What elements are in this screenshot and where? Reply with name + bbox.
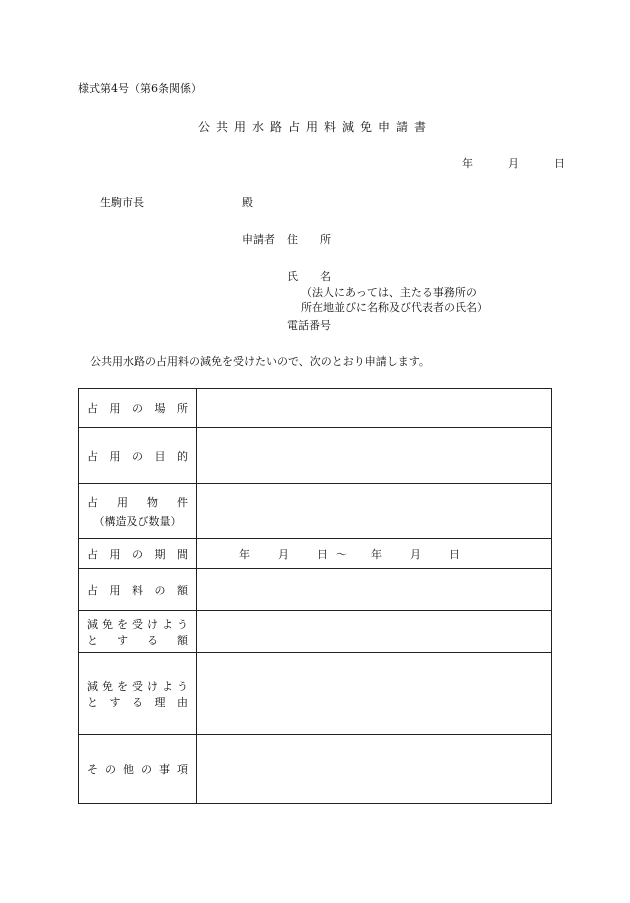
date-month: 月 (508, 157, 519, 170)
label-char: 受 (132, 679, 143, 693)
date-year: 年 (462, 157, 473, 170)
label-char: 免 (102, 679, 113, 693)
row-label-text-line2 (79, 694, 196, 710)
row-label-sub: （構造及び数量） (93, 514, 182, 528)
label-char: 他 (123, 763, 134, 776)
label-char: 件 (177, 495, 188, 509)
address-label: 住 所 (287, 233, 331, 246)
period-end-day: 日 (449, 547, 460, 561)
label-char: 減 (87, 679, 98, 693)
table-row (79, 653, 552, 735)
label-char: そ (87, 763, 98, 776)
row-label (79, 539, 197, 569)
label-char: の (154, 583, 166, 597)
label-char: 免 (102, 617, 113, 631)
label-char: 期 (154, 547, 166, 561)
label-char: う (177, 617, 188, 631)
row-label-text (79, 448, 196, 464)
row-value-location[interactable] (197, 389, 552, 428)
label-char: 用 (109, 449, 121, 463)
row-label-text-line2 (79, 632, 196, 648)
label-char: 用 (109, 547, 121, 561)
table-row (79, 735, 552, 804)
period-start-month: 月 (278, 547, 289, 561)
label-char: 減 (87, 617, 98, 631)
applicant-label: 申請者 (242, 233, 275, 246)
label-char: の (132, 449, 143, 463)
table-row (79, 484, 552, 539)
row-label-text (79, 494, 196, 510)
row-label (79, 653, 197, 735)
label-char: 用 (109, 402, 121, 415)
label-char: 料 (132, 583, 143, 597)
row-label-text (79, 546, 196, 562)
label-char: る (147, 633, 158, 647)
row-label (79, 569, 197, 611)
label-char: 額 (177, 583, 188, 597)
period-start-year: 年 (239, 547, 250, 561)
row-value-fee[interactable] (197, 569, 552, 611)
label-char: と (87, 695, 98, 709)
date-line (462, 155, 565, 171)
row-label (79, 428, 197, 484)
period-line (197, 546, 551, 562)
period-end-month: 月 (410, 547, 421, 561)
label-char: 占 (87, 495, 98, 509)
label-char: の (132, 402, 143, 415)
row-value-object[interactable] (197, 484, 552, 539)
label-char: よ (162, 617, 173, 631)
label-char: の (105, 763, 116, 776)
label-char: 用 (109, 583, 121, 597)
label-char: す (109, 695, 121, 709)
date-day: 日 (554, 157, 565, 170)
row-value-reduction-reason[interactable] (197, 653, 552, 735)
label-char: け (147, 617, 158, 631)
table-row (79, 569, 552, 611)
document-title: 公共用水路占用料減免申請書 (197, 120, 432, 134)
label-char: 占 (87, 583, 98, 597)
table-row (79, 611, 552, 653)
label-char: を (117, 679, 128, 693)
row-value-other[interactable] (197, 735, 552, 804)
label-char: け (147, 679, 158, 693)
label-char: 受 (132, 617, 143, 631)
label-char: 場 (154, 402, 166, 415)
table-row (79, 428, 552, 484)
application-table (78, 388, 552, 804)
label-char: 由 (177, 695, 188, 709)
label-char: 所 (177, 402, 188, 415)
label-char: の (132, 547, 143, 561)
phone-label: 電話番号 (287, 319, 331, 332)
period-end-year: 年 (371, 547, 382, 561)
label-char: 占 (87, 547, 98, 561)
form-code: 様式第4号（第6条関係） (78, 82, 202, 95)
label-char: る (132, 695, 143, 709)
name-label: 氏 名 (287, 270, 331, 283)
label-char: 用 (117, 495, 128, 509)
label-char: す (117, 633, 128, 647)
label-char: の (141, 763, 152, 776)
label-char: を (117, 617, 128, 631)
row-label (79, 735, 197, 804)
label-char: 物 (147, 495, 158, 509)
label-char: 項 (177, 763, 188, 776)
row-value-reduction-amount[interactable] (197, 611, 552, 653)
label-char: 事 (159, 763, 170, 776)
row-label (79, 611, 197, 653)
table-row (79, 539, 552, 569)
name-note-line1: （法人にあっては、主たる事務所の (301, 286, 477, 299)
row-label-text (79, 582, 196, 598)
addressee-name: 生駒市長 (100, 196, 144, 209)
row-label-text (79, 400, 196, 416)
row-value-purpose[interactable] (197, 428, 552, 484)
label-char: 的 (177, 449, 188, 463)
row-label-text-line1 (79, 678, 196, 694)
row-label-text (79, 761, 196, 777)
period-separator: ～ (336, 547, 347, 561)
row-label (79, 389, 197, 428)
row-value-period[interactable] (197, 539, 552, 569)
label-char: 理 (154, 695, 166, 709)
row-label (79, 484, 197, 539)
label-char: 占 (87, 449, 98, 463)
intro-text: 公共用水路の占用料の減免を受けたいので、次のとおり申請します。 (90, 355, 430, 368)
period-start-day: 日 (317, 547, 328, 561)
label-char: 間 (177, 547, 188, 561)
label-char: 占 (87, 402, 98, 415)
table-row (79, 389, 552, 428)
label-char: 目 (154, 449, 166, 463)
label-char: 額 (177, 633, 188, 647)
name-note-line2: 所在地並びに名称及び代表者の氏名） (301, 301, 488, 314)
label-char: よ (162, 679, 173, 693)
row-label-text-line1 (79, 616, 196, 632)
addressee-honorific: 殿 (242, 196, 253, 209)
label-char: う (177, 679, 188, 693)
label-char: と (87, 633, 98, 647)
